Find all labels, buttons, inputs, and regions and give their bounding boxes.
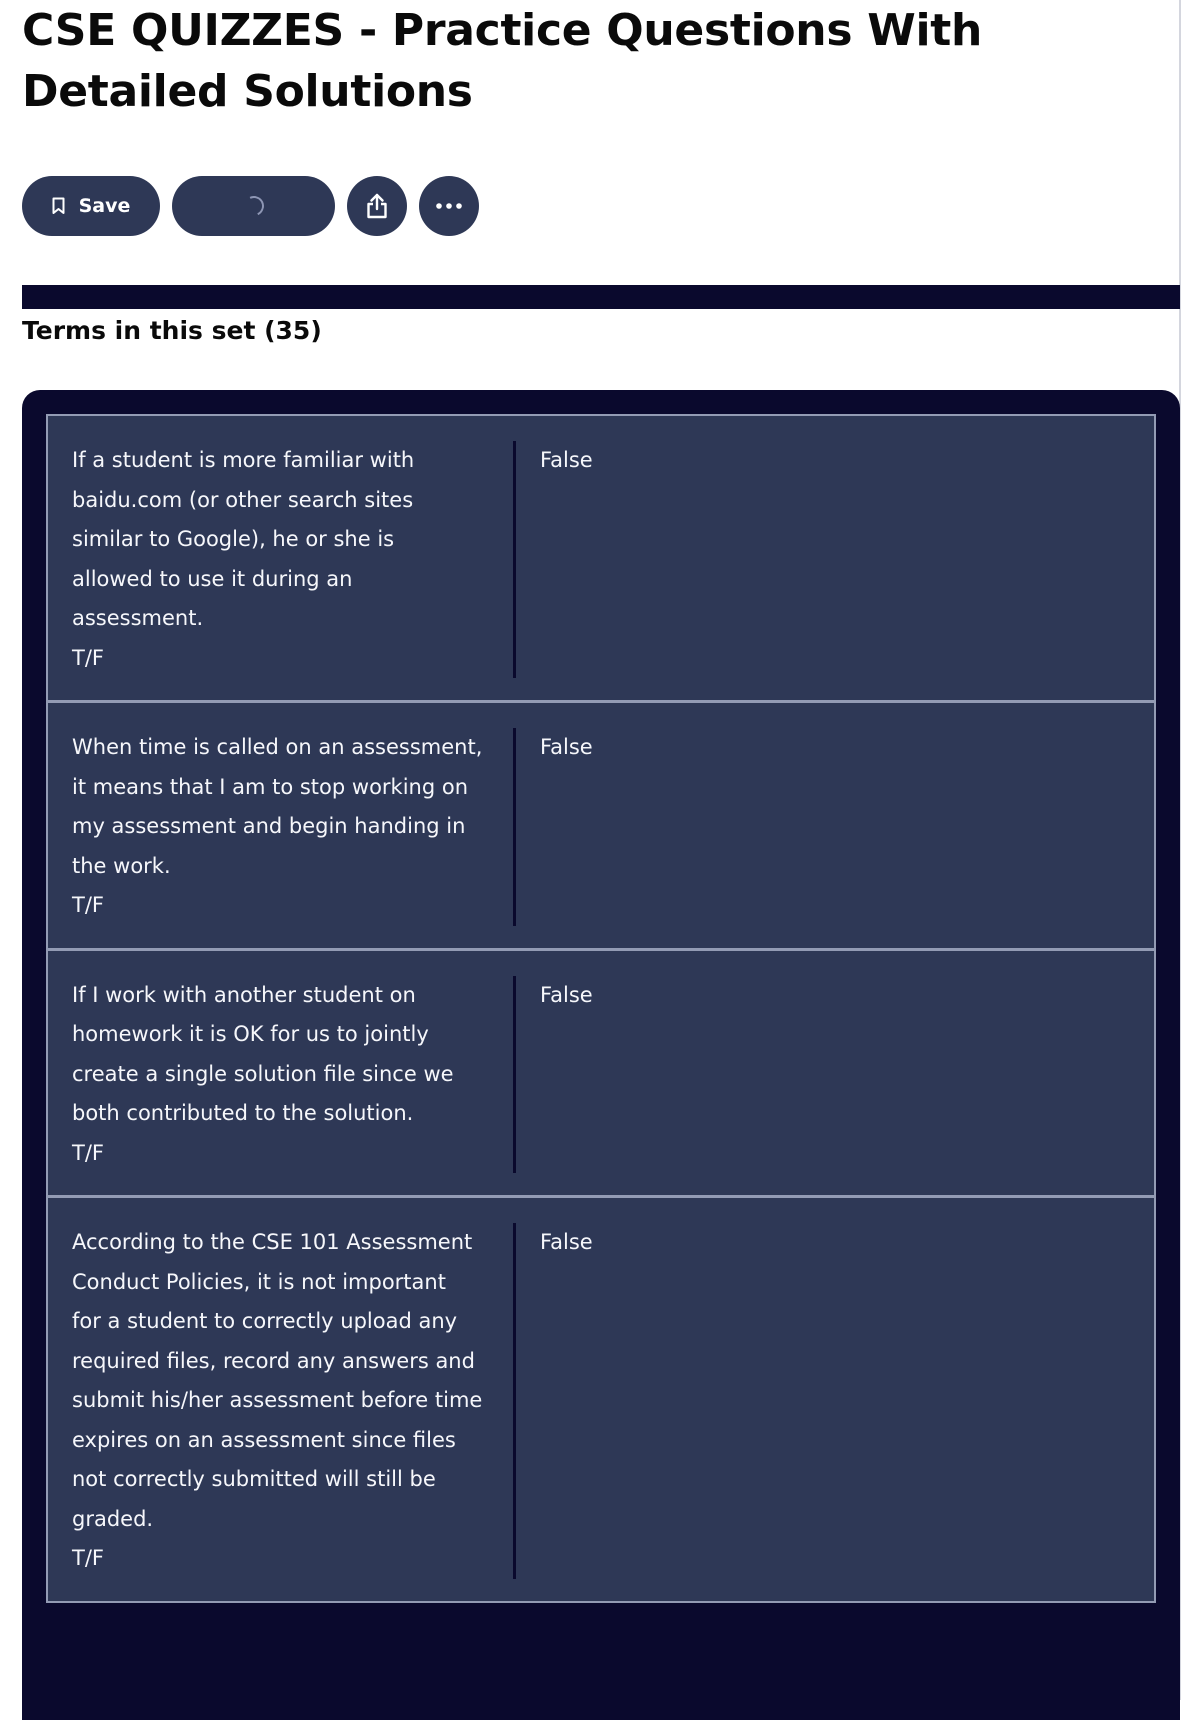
more-options-button[interactable] xyxy=(419,176,479,236)
ellipsis-icon xyxy=(435,202,463,210)
term-definition: False xyxy=(540,448,593,472)
terms-panel xyxy=(22,390,1180,1720)
share-button[interactable] xyxy=(347,176,407,236)
term-list xyxy=(46,414,1156,1603)
term-row[interactable] xyxy=(48,948,1154,1196)
term-text: If a student is more familiar with baidu.com (or other search sites similar to Google), he or she is allowed to use it during an assessment. T/F xyxy=(48,441,516,678)
set-toolbar xyxy=(22,176,479,236)
term-text: When time is called on an assessment, it means that I am to stop working on my assessment and begin handing in the work. T/F xyxy=(48,728,516,926)
term-definition: False xyxy=(540,982,593,1007)
loading-button[interactable] xyxy=(172,176,335,236)
share-icon xyxy=(364,192,390,220)
term-text: According to the CSE 101 Assessment Conduct Policies, it is not important for a student to correctly upload any required files, record any answers and submit his/her assessment before time expires on an assessment since files not correctly submitted will still be graded. T/F xyxy=(48,1223,516,1579)
section-divider xyxy=(22,285,1180,309)
term-definition: False xyxy=(540,735,593,759)
page-title: CSE QUIZZES - Practice Questions With Detailed Solutions xyxy=(22,5,983,117)
term-row[interactable] xyxy=(48,416,1154,700)
term-definition: False xyxy=(540,1230,593,1254)
save-button-label: Save xyxy=(78,195,131,217)
terms-heading: Terms in this set (35) xyxy=(22,316,322,345)
term-row[interactable] xyxy=(48,700,1154,948)
term-row[interactable] xyxy=(48,1195,1154,1601)
save-button[interactable] xyxy=(22,176,160,236)
spinner-icon xyxy=(241,193,267,219)
term-text: If I work with another student on homework it is OK for us to jointly create a single solution file since we both contributed to the solution. T/F xyxy=(48,976,516,1174)
bookmark-icon xyxy=(52,197,65,215)
